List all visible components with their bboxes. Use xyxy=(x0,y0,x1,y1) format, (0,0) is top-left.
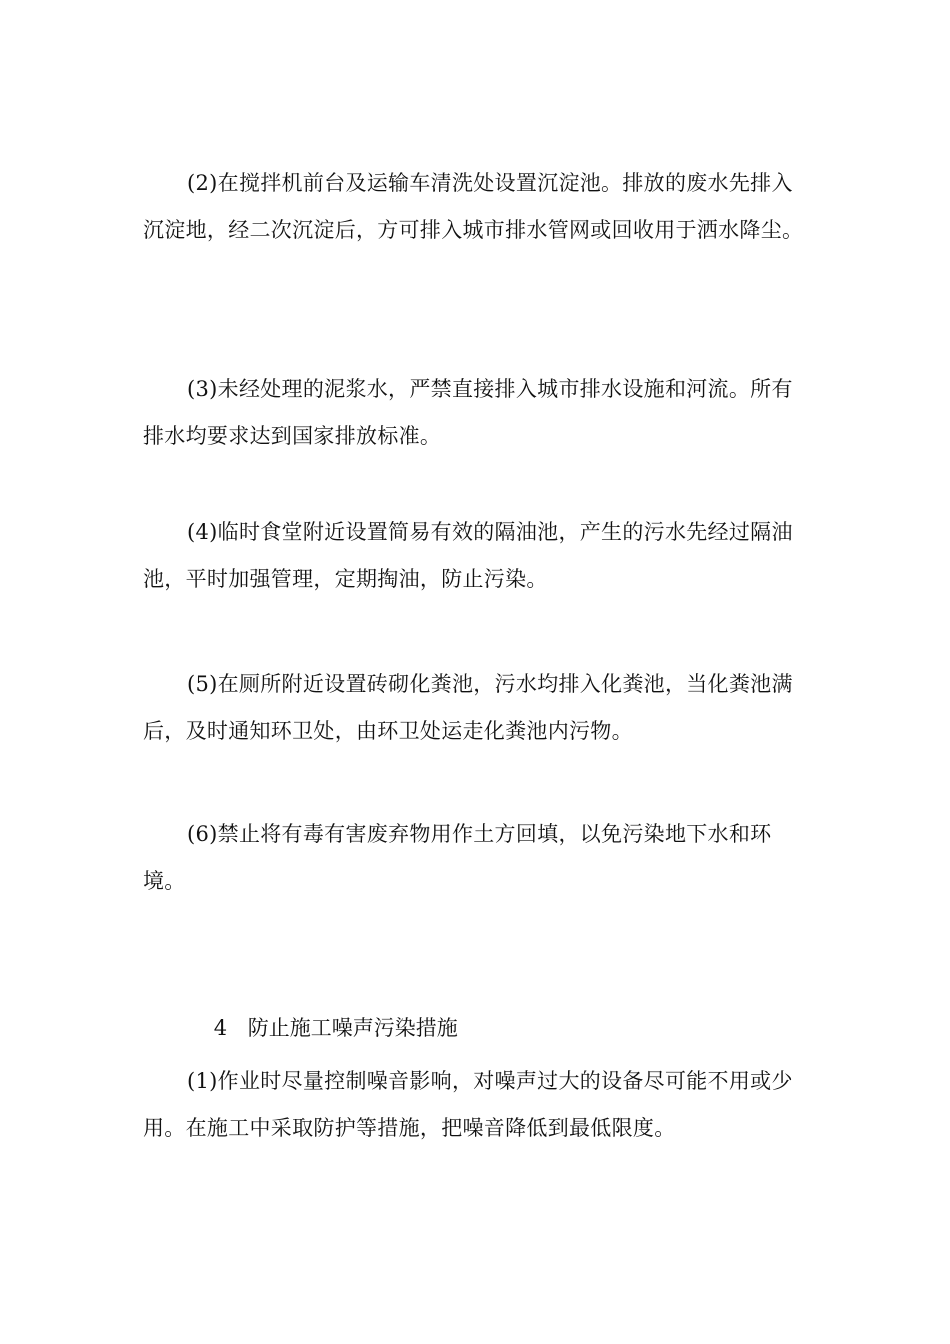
paragraph-5: (5)在厕所附近设置砖砌化粪池，污水均排入化粪池，当化粪池满后，及时通知环卫处，由环卫处运走化粪池内污物。 xyxy=(143,672,793,743)
paragraph-1-noise: (1)作业时尽量控制噪音影响，对噪声过大的设备尽可能不用或少用。在施工中采取防护等措施，把噪音降低到最低限度。 xyxy=(143,1069,793,1140)
paragraph-2: (2)在搅拌机前台及运输车清洗处设置沉淀池。排放的废水先排入沉淀地，经二次沉淀后，方可排入城市排水管网或回收用于洒水降尘。 xyxy=(143,171,804,242)
section-number: 4 xyxy=(213,1016,228,1040)
section-title: 防止施工噪声污染措施 xyxy=(247,1016,458,1040)
paragraph-3: (3)未经处理的泥浆水，严禁直接排入城市排水设施和河流。所有排水均要求达到国家排放标准。 xyxy=(143,377,793,448)
paragraph-6: (6)禁止将有毒有害废弃物用作土方回填，以免污染地下水和环境。 xyxy=(143,822,772,893)
paragraph-4: (4)临时食堂附近设置简易有效的隔油池，产生的污水先经过隔油池，平时加强管理，定期掏油，防止污染。 xyxy=(143,520,793,591)
